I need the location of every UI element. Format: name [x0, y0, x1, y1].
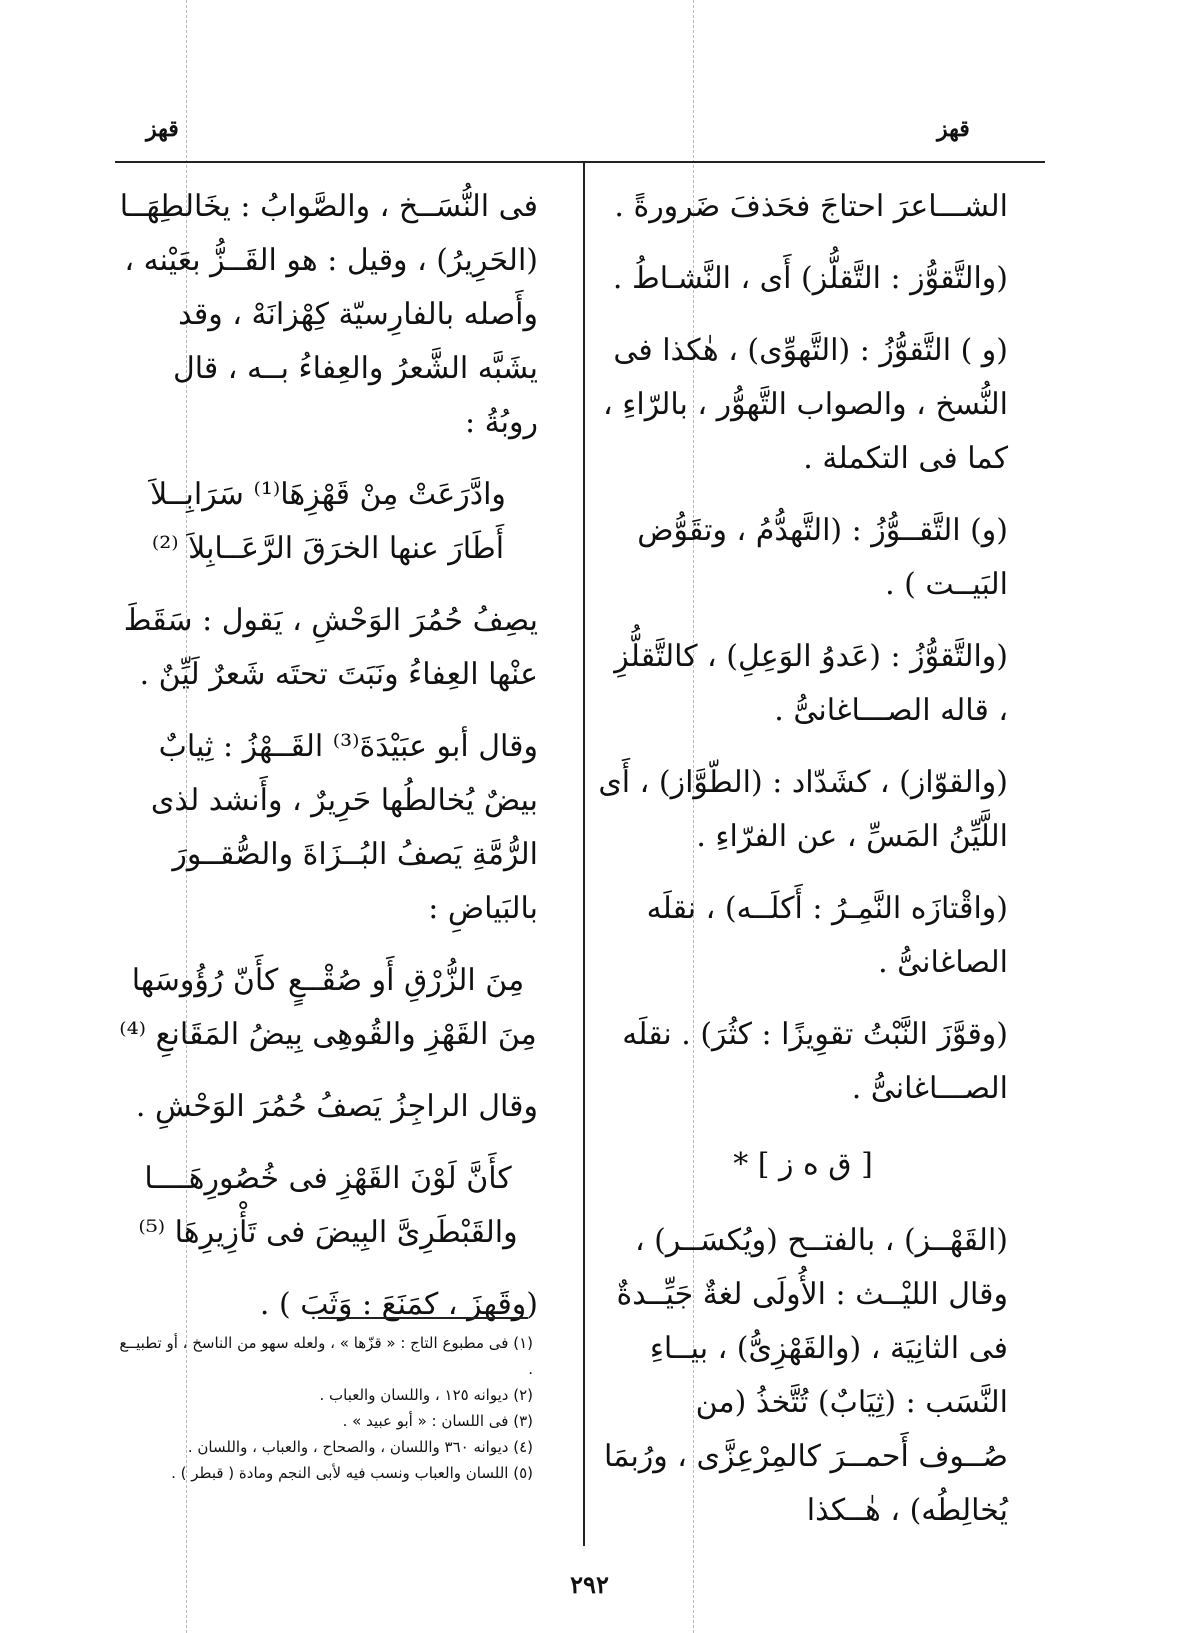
- paragraph: الشـــاعرَ احتاجَ فحَذفَ ضَرورةً .: [614, 189, 1008, 224]
- footnote: (٢) ديوانه ١٢٥ ، واللسان والعباب .: [319, 1386, 533, 1404]
- footnote: (٥) اللسان والعباب ونسب فيه لأبى النجم ومادة ( قبطر ) .: [171, 1464, 533, 1482]
- paragraph: (وقوَّزَ النَّبْتُ تقوِيزًا : كثُرَ) . نقلَه الصـــاغانىُّ .: [622, 1017, 1008, 1106]
- footnote: (١) فى مطبوع التاج : « قزّها » ، ولعله سهو من الناسخ ، أو تطبيــع .: [119, 1334, 533, 1378]
- paragraph: (واقْتازَه النَّمِـرُ : أَكلَــه) ، نقلَه الصاغانىُّ .: [646, 891, 1008, 980]
- right-column: [598, 180, 1008, 1556]
- footnote-rule: [318, 1317, 528, 1319]
- paragraph: وقال الراجِزُ يَصفُ حُمُرَ الوَحْشِ .: [135, 1089, 538, 1124]
- verse-line: مِنَ القَهْزِ والقُوهِى بِيضُ المَقَانعِ ⁽⁴⁾: [119, 1017, 537, 1052]
- verse-line: كأَنَّ لَوْنَ القَهْزِ فى خُصُورِهَــــا: [144, 1161, 512, 1196]
- column-divider: [583, 161, 585, 1546]
- verse-line: مِنَ الزُّرْقِ أَو صُقْــعٍ كأَنّ رُؤُوسَها: [131, 963, 525, 998]
- verse-line: وادَّرَعَتْ مِنْ قَهْزِهَا⁽¹⁾ سَرَابِــلاَ: [150, 477, 506, 512]
- verse-line: والقَبْطَرِىَّ البِيضَ فى تَأْزِيرِهَا ⁽⁵⁾: [138, 1215, 518, 1250]
- paragraph: (والقوّاز) ، كشَدّاد : (الطّوَّاز) ، أَى اللَّيِّنُ المَسِّ ، عن الفرّاءِ .: [598, 765, 1008, 854]
- footnotes: [118, 1330, 533, 1486]
- page-number: ٢٩٢: [570, 1570, 609, 1599]
- paragraph: (و ) التَّقوُّزُ : (التَّهوِّى) ، هٰكذا فى النُّسخ ، والصواب التَّهوُّر ، بالرّاءِ ، كما فى التكملة .: [603, 333, 1008, 476]
- paragraph: (والتَّقوُّز : التَّقلُّز) أَى ، النَّشـاطُ .: [612, 261, 1008, 296]
- left-column: [118, 180, 538, 1350]
- footnote: (٣) فى اللسان : « أبو عبيد » .: [342, 1412, 533, 1430]
- running-head-right: قهز: [937, 116, 970, 142]
- paragraph: يصِفُ حُمُرَ الوَحْشِ ، يَقول : سَقَطَ عنْها العِفاءُ ونَبَتَ تحتَه شَعرٌ لَيِّنٌ .: [123, 603, 538, 692]
- footnote: (٤) ديوانه ٣٦٠ واللسان ، والصحاح ، والعباب ، واللسان .: [187, 1438, 533, 1456]
- paragraph: وقال أبو عبَيْدَةَ⁽³⁾ القَــهْزُ : ثِيابٌ بيضٌ يُخالطُها حَرِيرٌ ، وأَنشد لذى الرُّمَّةِ يَصفُ البُــزَاةَ والصُّقــورَ بالبَياضِ :: [150, 729, 538, 926]
- paragraph: (القَهْــز) ، بالفتــح (ويُكسَــر) ، وقال الليْــث : الأُولَى لغةٌ جَيِّــدةٌ فى الثانِيَة ، (والقَهْزِىُّ) ، بيــاءِ النَّسَب : (ثِيَابٌ) تُتَّخذُ (من صُــوف أَحمــرَ كالمِرْعِزَّى ، ورُبمَا يُخالِطُه) ، هٰــكذا: [603, 1223, 1008, 1528]
- entry-heading: [ ق ه ز ] *: [733, 1147, 873, 1182]
- verse-line: أَطَارَ عنها الخرَقَ الرَّعَــابِلاَ ⁽²⁾: [151, 531, 505, 566]
- running-head-left: قهز: [146, 116, 179, 142]
- paragraph: فى النُّسَــخ ، والصَّوابُ : يخَالطِهَــا (الحَرِيرُ) ، وقيل : هو القَــزُّ بعَيْنه ، وأَصله بالفارِسيّة كِهْزانَهْ ، وقد يشَبَّه الشَّعرُ والعِفاءُ بــه ، قال روبُةُ :: [119, 189, 538, 440]
- paragraph: (وقَهزَ ، كمَنَعَ : وَثَبَ ) .: [259, 1287, 538, 1322]
- paragraph: (والتَّقوُّزُ : (عَدوُ الوَعِلِ) ، كالتَّقلُّزِ ، قاله الصـــاغانىُّ .: [614, 639, 1008, 728]
- header-rule: [115, 161, 1045, 163]
- paragraph: (و) التَّقــوُّزُ : (التَّهدُّمُ ، وتقَوُّض البَيــت ) .: [637, 513, 1008, 602]
